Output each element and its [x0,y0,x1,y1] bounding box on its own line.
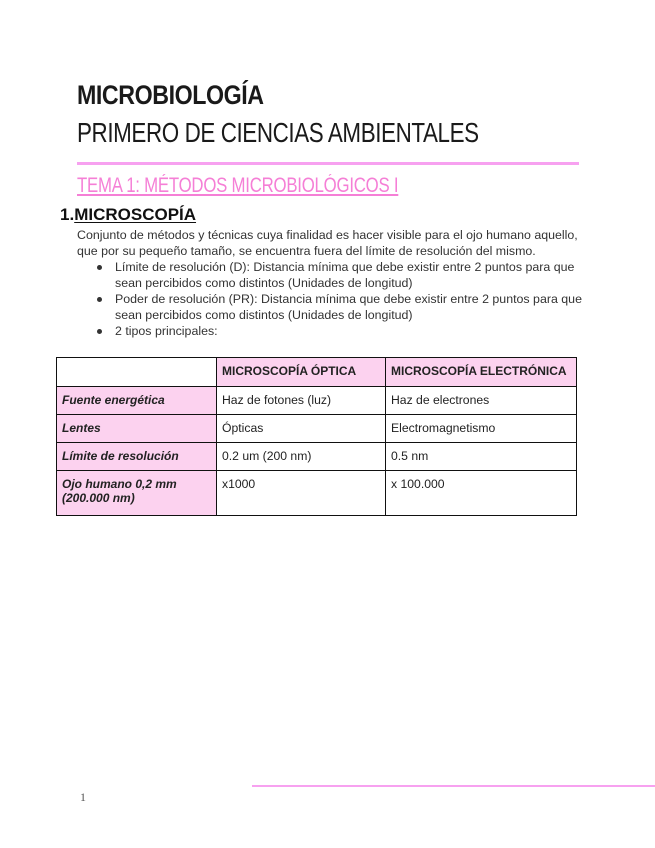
microscopy-comparison-table [56,357,577,516]
bullet-text: 2 tipos principales: [115,324,218,338]
document-subtitle: PRIMERO DE CIENCIAS AMBIENTALES [77,117,479,148]
page-number: 1 [80,790,86,804]
heading-number: 1. [60,205,75,224]
footer-divider [252,785,655,787]
bullet-dot-icon [97,265,102,270]
bullet-text: Límite de resolución (D): Distancia mínima que debe existir entre 2 puntos para que sean percibidos como distintos (Unidades de longitud) [115,260,575,290]
table-header-optica: MICROSCOPÍA ÓPTICA [217,358,386,387]
table-row [57,471,577,516]
bullet-item-limite [77,259,582,291]
table-cell: Haz de fotones (luz) [217,387,386,415]
table-row-header: Ojo humano 0,2 mm (200.000 nm) [57,471,217,516]
table-row [57,415,577,443]
table-row-header: Lentes [57,415,217,443]
table-header-empty [57,358,217,387]
table-cell: Ópticas [217,415,386,443]
bullet-item-poder [77,291,582,323]
table-cell: x 100.000 [386,471,577,516]
table-cell: x1000 [217,471,386,516]
bullet-list [77,259,582,339]
table-cell: Electromagnetismo [386,415,577,443]
table-cell: Haz de electrones [386,387,577,415]
table-row [57,443,577,471]
table-cell: 0.5 nm [386,443,577,471]
section-tema-heading: TEMA 1: MÉTODOS MICROBIOLÓGICOS I [77,174,399,197]
bullet-text: Poder de resolución (PR): Distancia mínima que debe existir entre 2 puntos para que sean percibidos como distintos (Unidades de longitud) [115,292,582,322]
table-row-header: Fuente energética [57,387,217,415]
header-divider [77,162,579,165]
table-header-electronica: MICROSCOPÍA ELECTRÓNICA [386,358,577,387]
bullet-dot-icon [97,329,102,334]
microscopia-heading [60,205,196,225]
heading-text: MICROSCOPÍA [74,205,197,224]
document-title: MICROBIOLOGÍA [77,80,264,110]
table-header-row [57,358,577,387]
bullet-dot-icon [97,297,102,302]
table-row [57,387,577,415]
table-cell: 0.2 um (200 nm) [217,443,386,471]
bullet-item-tipos [77,323,582,339]
table-row-header: Límite de resolución [57,443,217,471]
intro-paragraph: Conjunto de métodos y técnicas cuya finalidad es hacer visible para el ojo humano aquello, que por su pequeño tamaño, se encuentra fuera del límite de resolución del mismo. [77,228,578,258]
